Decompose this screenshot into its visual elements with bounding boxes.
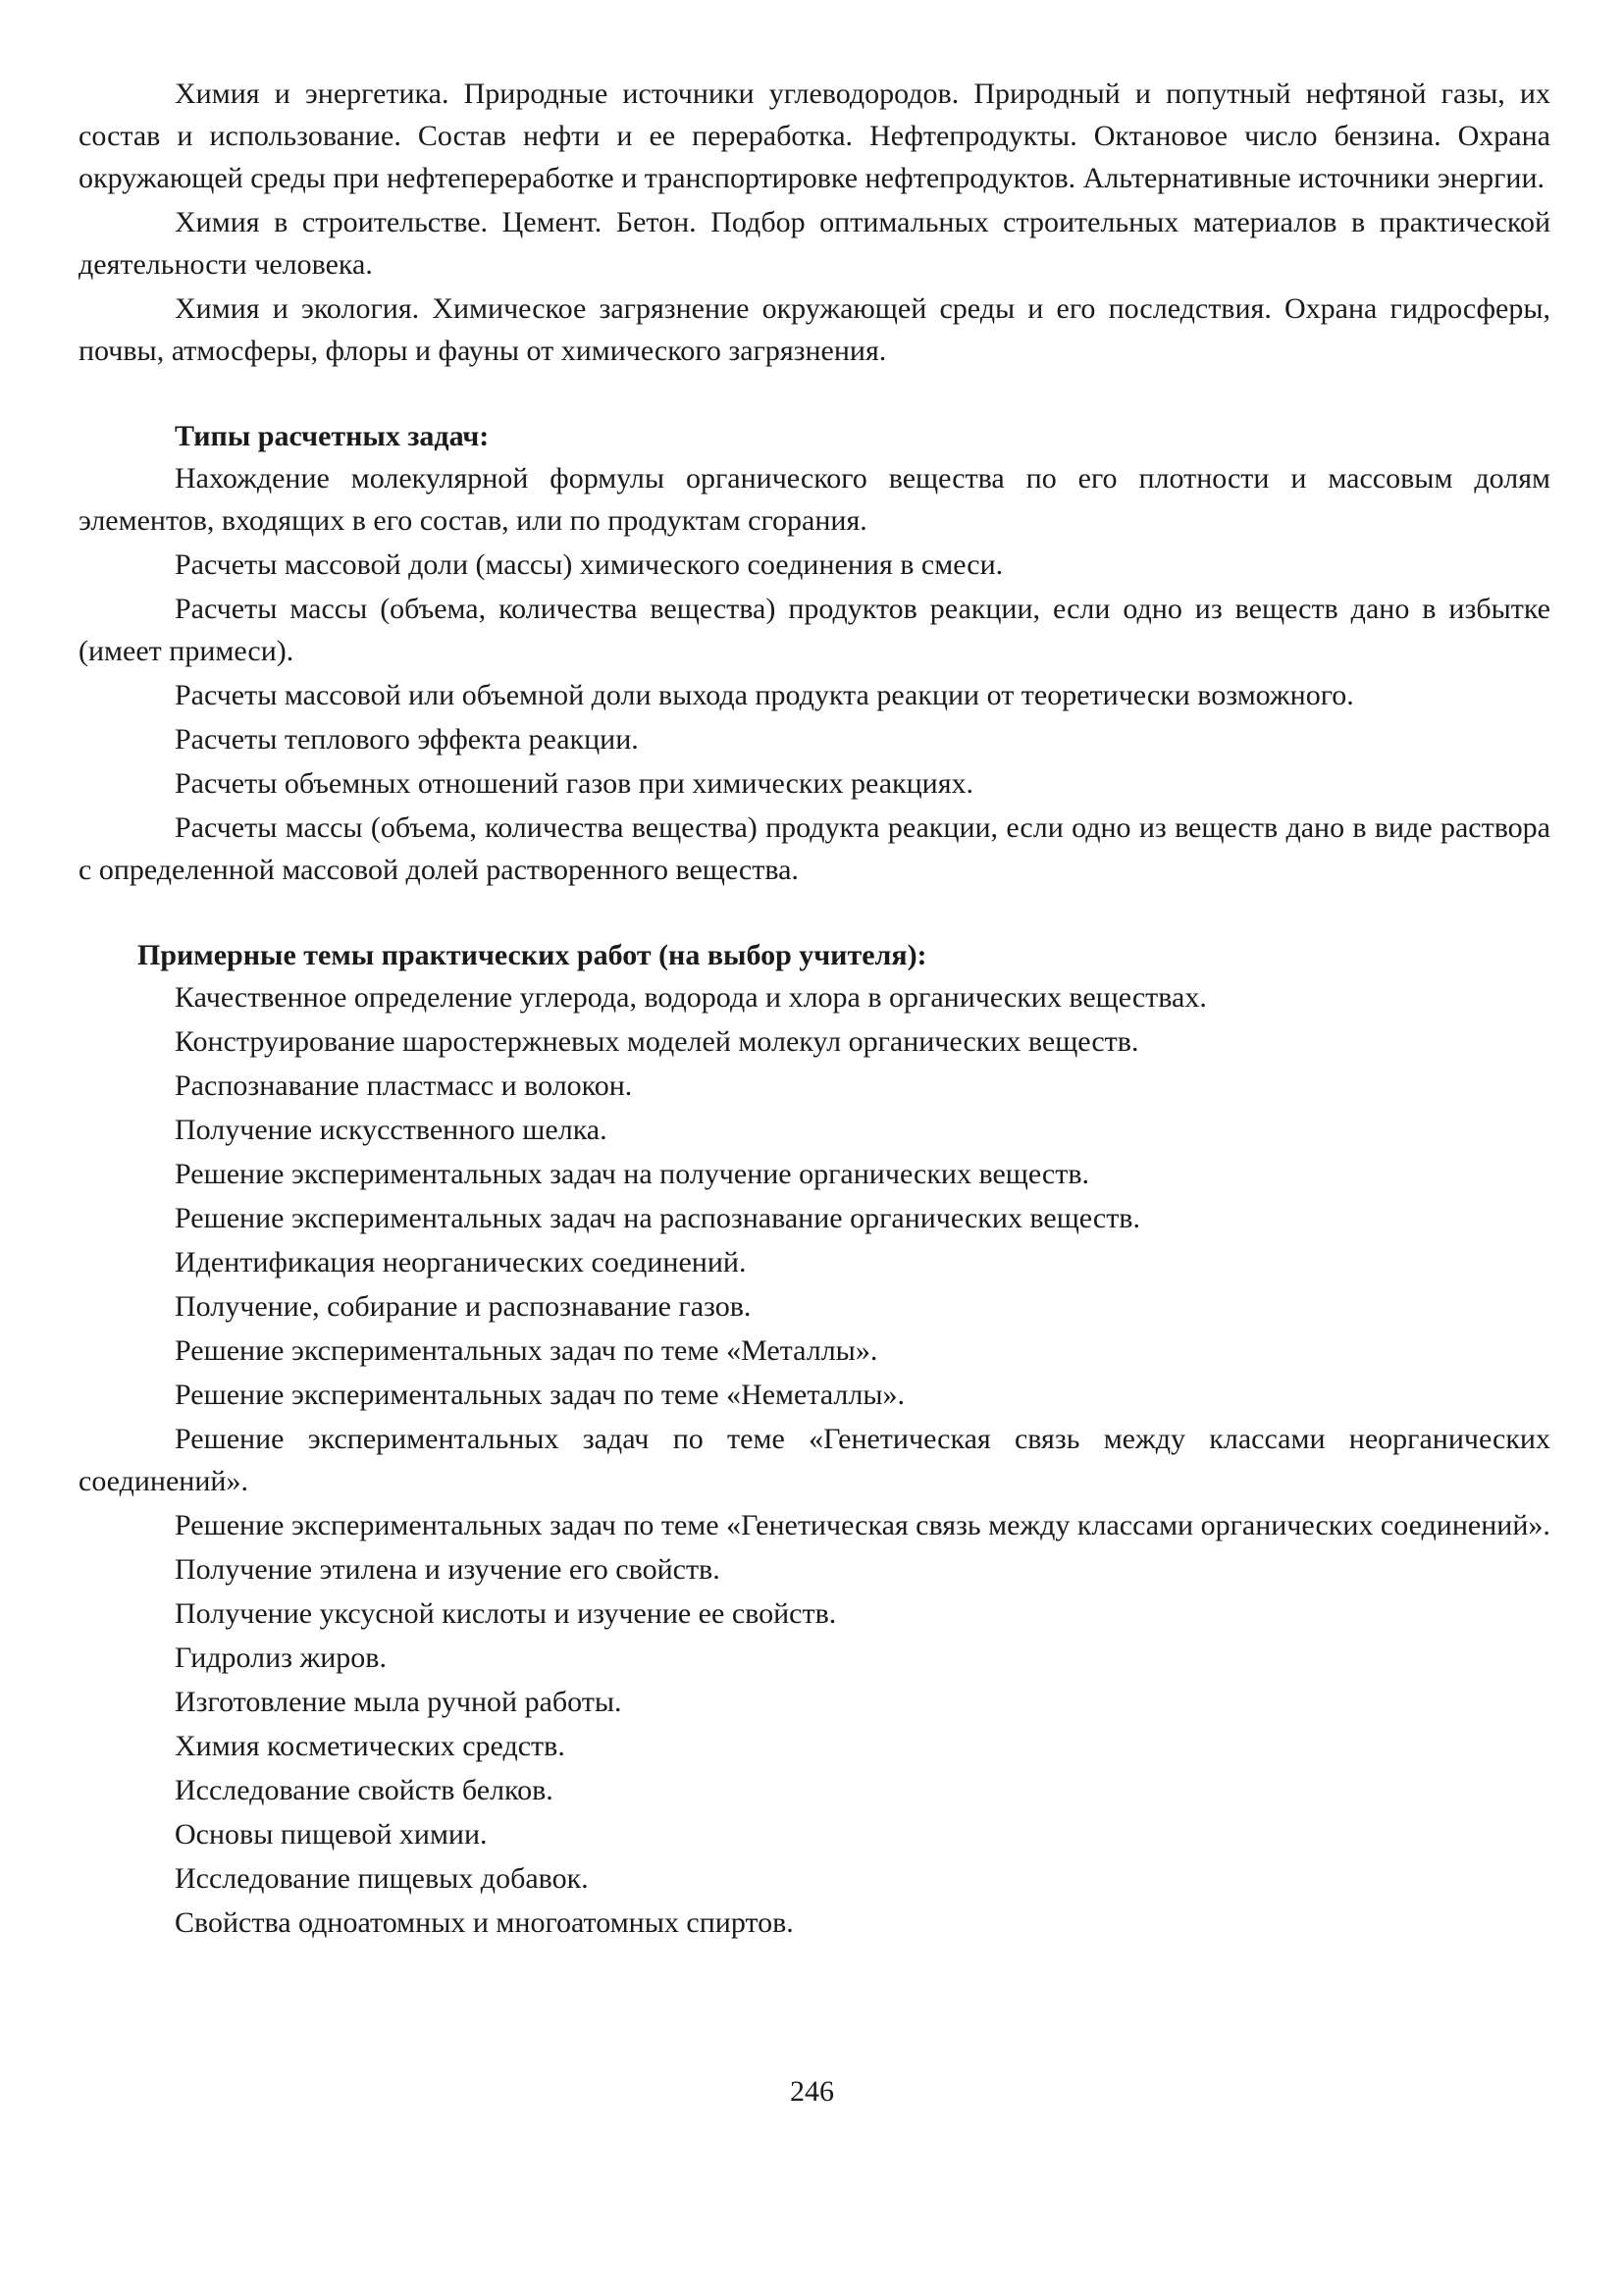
practice-item: Решение экспериментальных задач по теме «Генетическая связь между классами неорганических соединений». (79, 1423, 1550, 1497)
practice-item: Идентификация неорганических соединений. (175, 1246, 747, 1278)
calc-item: Нахождение молекулярной формулы органического вещества по его плотности и массовым долям элементов, входящих в его состав, или по продуктам сгорания. (79, 462, 1550, 537)
calc-section-heading: Типы расчетных задач: (175, 420, 490, 452)
calc-item: Расчеты массы (объема, количества вещества) продуктов реакции, если одно из веществ дано в избытке (имеет примеси). (79, 593, 1550, 667)
practice-section-heading: Примерные темы практических работ (на выбор учителя): (137, 939, 927, 971)
practice-item: Решение экспериментальных задач по теме «Неметаллы». (175, 1379, 906, 1411)
practice-item: Изготовление мыла ручной работы. (175, 1686, 622, 1718)
calc-item: Расчеты массовой доли (массы) химического соединения в смеси. (175, 548, 1004, 581)
paragraph-energy: Химия и энергетика. Природные источники углеводородов. Природный и попутный нефтяной газы, их состав и использование. Состав нефти и ее переработка. Нефтепродукты. Октановое число бензина. Охрана окружающей среды при нефтепереработке и транспортировке нефтепродуктов. Альтернативные источники энергии. (79, 78, 1550, 194)
practice-item: Решение экспериментальных задач по теме «Металлы». (175, 1334, 878, 1367)
practice-item: Исследование пищевых добавок. (175, 1862, 589, 1895)
practice-item: Решение экспериментальных задач по теме «Генетическая связь между классами органических соединений». (175, 1509, 1550, 1541)
page-number: 246 (790, 2075, 834, 2108)
practice-item: Свойства одноатомных и многоатомных спиртов. (175, 1906, 794, 1939)
calc-item: Расчеты массы (объема, количества вещества) продукта реакции, если одно из веществ дано в виде раствора с определенной массовой долей растворенного вещества. (79, 811, 1550, 886)
practice-item: Получение уксусной кислоты и изучение ее свойств. (175, 1597, 837, 1630)
practice-item: Получение этилена и изучение его свойств. (175, 1553, 720, 1586)
practice-item: Исследование свойств белков. (175, 1774, 553, 1806)
practice-item: Распознавание пластмасс и волокон. (175, 1069, 633, 1102)
practice-item: Гидролиз жиров. (175, 1642, 387, 1674)
intro-section (79, 73, 1550, 372)
paragraph-construction: Химия в строительстве. Цемент. Бетон. Подбор оптимальных строительных материалов в практической деятельности человека. (79, 206, 1550, 281)
calc-item: Расчеты теплового эффекта реакции. (175, 723, 639, 756)
calc-item: Расчеты массовой или объемной доли выхода продукта реакции от теоретически возможного. (175, 679, 1354, 711)
practice-section (79, 934, 1550, 1944)
practice-item: Получение искусственного шелка. (175, 1114, 607, 1146)
practice-item: Получение, собирание и распознавание газов. (175, 1290, 752, 1323)
practice-item: Конструирование шаростержневых моделей молекул органических веществ. (175, 1025, 1139, 1058)
calc-item: Расчеты объемных отношений газов при химических реакциях. (175, 767, 974, 800)
practice-item: Химия косметических средств. (175, 1730, 565, 1762)
practice-item: Решение экспериментальных задач на получение органических веществ. (175, 1158, 1090, 1190)
practice-item: Решение экспериментальных задач на распознавание органических веществ. (175, 1202, 1140, 1234)
paragraph-ecology: Химия и экология. Химическое загрязнение окружающей среды и его последствия. Охрана гидросферы, почвы, атмосферы, флоры и фауны от химического загрязнения. (79, 292, 1550, 367)
practice-item: Качественное определение углерода, водорода и хлора в органических веществах. (175, 981, 1207, 1014)
calc-section (79, 415, 1550, 891)
practice-item: Основы пищевой химии. (175, 1818, 488, 1851)
document-page (79, 73, 1550, 1944)
